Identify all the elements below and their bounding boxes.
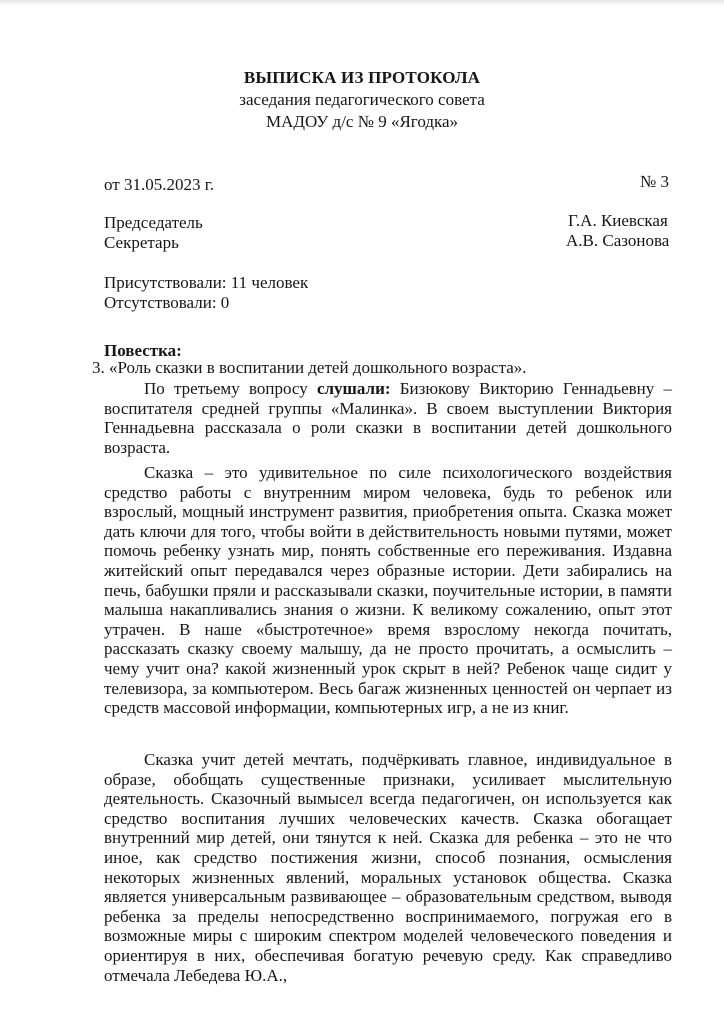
chair-name: Г.А. Киевская — [568, 211, 668, 230]
attendance-absent: Отсутствовали: 0 — [104, 293, 230, 312]
chair-label: Председатель — [104, 213, 203, 232]
document-title: ВЫПИСКА ИЗ ПРОТОКОЛА — [243, 68, 481, 87]
agenda-item: 3. «Роль сказки в воспитании детей дошкольного возраста». — [92, 358, 527, 377]
protocol-number: № 3 — [640, 172, 669, 191]
paragraph-listened — [104, 379, 672, 457]
paragraph-listened-bold: слушали: — [316, 379, 391, 398]
scan-edge — [0, 0, 724, 6]
protocol-date: от 31.05.2023 г. — [104, 175, 215, 194]
agenda-heading: Повестка: — [104, 341, 182, 360]
document-subtitle-council: заседания педагогического совета — [239, 90, 485, 109]
paragraph-fairy-tale-influence: Сказка – это удивительное по силе психологического воздействия средство работы с внутренним миром человека, будь то ребенок или взрослый, мощный инструмент развития, приобретения опыта. Сказка может дать ключи для того, чтобы войти в действительность новыми путями, может помочь ребенку узнать мир, понять собственные его переживания. Издавна житейский опыт передавался через образные истории. Дети забирались на печь, бабушки пряли и рассказывали сказки, поучительные истории, в памяти малыша накапливались знания о жизни. К великому сожалению, опыт этот утрачен. В наше «быстротечное» время взрослому некогда почитать, рассказать сказку своему малышу, да не просто прочитать, а осмыслить – чему учит она? какой жизненный урок скрыт в ней? Ребенок чаще сидит у телевизора, за компьютером. Весь багаж жизненных ценностей он черпает из средств массовой информации, компьютерных игр, а не из книг. — [104, 463, 672, 718]
secretary-name: А.В. Сазонова — [566, 231, 670, 250]
paragraph-listened-lead: По третьему вопросу — [144, 379, 317, 398]
secretary-label: Секретарь — [104, 233, 179, 252]
paragraph-fairy-tale-teaches: Сказка учит детей мечтать, подчёркивать главное, индивидуальное в образе, обобщать существенные признаки, усиливает мыслительную деятельность. Сказочный вымысел всегда педагогичен, он используется как средство воспитания лучших человеческих качеств. Сказка обогащает внутренний мир детей, они тянутся к ней. Сказка для ребенка – это не что иное, как средство постижения жизни, способ познания, осмысления некоторых жизненных явлений, моральных установок общества. Сказка является универсальным развивающее – образовательным средством, выводя ребенка за пределы непосредственно воспринимаемого, погружая его в возможные миры с широким спектром моделей человеческого поведения и ориентируя в них, обеспечивая богатую речевую среду. Как справедливо отмечала Лебедева Ю.А., — [104, 750, 672, 985]
document-subtitle-institution: МАДОУ д/с № 9 «Ягодка» — [265, 112, 459, 131]
attendance-present: Присутствовали: 11 человек — [104, 273, 309, 292]
paragraph-listened-rest: Бизюкову Викторию Геннадьевну – воспитателя средней группы «Малинка». В своем выступлении Виктория Геннадьевна рассказала о роли сказки в воспитании детей дошкольного возраста. — [104, 379, 673, 457]
